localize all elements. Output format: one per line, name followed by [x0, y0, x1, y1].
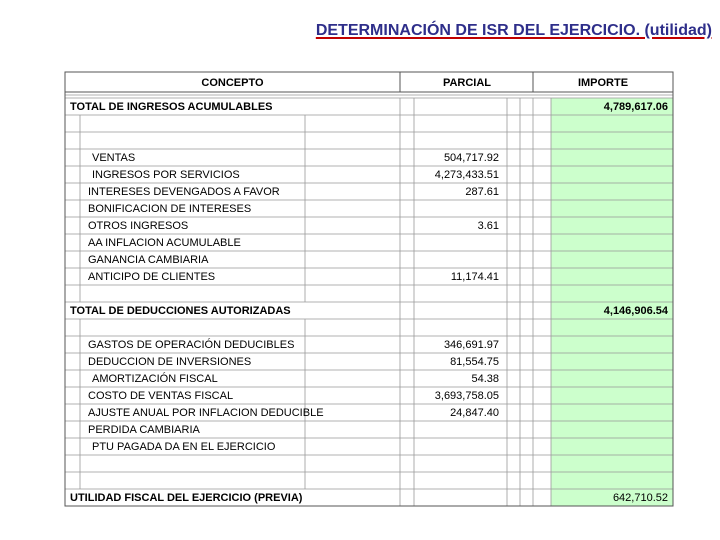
- concept-cell: INTERESES DEVENGADOS A FAVOR: [88, 186, 280, 198]
- header-parcial: PARCIAL: [442, 77, 492, 89]
- concept-cell: VENTAS: [92, 152, 136, 164]
- total-amount: 4,789,617.06: [603, 101, 668, 113]
- concept-cell: AJUSTE ANUAL POR INFLACION DEDUCIBLE: [88, 407, 324, 419]
- parcial-cell: 4,273,433.51: [434, 169, 499, 181]
- final-amount: 642,710.52: [612, 492, 668, 504]
- header-concepto: CONCEPTO: [201, 77, 264, 89]
- concept-cell: ANTICIPO DE CLIENTES: [88, 271, 216, 283]
- parcial-cell: 11,174.41: [450, 271, 499, 283]
- concept-cell: OTROS INGRESOS: [88, 220, 189, 232]
- parcial-cell: 24,847.40: [450, 407, 499, 419]
- header-importe: IMPORTE: [577, 77, 629, 89]
- concept-cell: BONIFICACION DE INTERESES: [88, 203, 252, 215]
- concept-cell: DEDUCCION DE INVERSIONES: [88, 356, 252, 368]
- parcial-cell: 3.61: [477, 220, 499, 232]
- concept-cell: AA INFLACION ACUMULABLE: [88, 237, 241, 249]
- concept-cell: INGRESOS POR SERVICIOS: [92, 169, 240, 181]
- parcial-cell: 346,691.97: [443, 339, 499, 351]
- parcial-cell: 3,693,758.05: [434, 390, 499, 402]
- parcial-cell: 81,554.75: [450, 356, 499, 368]
- concept-cell: GASTOS DE OPERACIÓN DEDUCIBLES: [88, 339, 295, 351]
- final-label: UTILIDAD FISCAL DEL EJERCICIO (PREVIA): [70, 492, 303, 504]
- total-label: TOTAL DE DEDUCCIONES AUTORIZADAS: [70, 305, 291, 317]
- parcial-cell: 287.61: [465, 186, 499, 198]
- total-amount: 4,146,906.54: [603, 305, 668, 317]
- parcial-cell: 54.38: [471, 373, 499, 385]
- concept-cell: GANANCIA CAMBIARIA: [88, 254, 209, 266]
- concept-cell: PTU PAGADA DA EN EL EJERCICIO: [92, 441, 276, 453]
- total-label: TOTAL DE INGRESOS ACUMULABLES: [70, 101, 273, 113]
- concept-cell: AMORTIZACIÓN FISCAL: [92, 373, 218, 385]
- parcial-cell: 504,717.92: [443, 152, 499, 164]
- concept-cell: COSTO DE VENTAS FISCAL: [88, 390, 234, 402]
- concept-cell: PERDIDA CAMBIARIA: [88, 424, 200, 436]
- page-title: DETERMINACIÓN DE ISR DEL EJERCICIO. (utilidad): [315, 22, 712, 39]
